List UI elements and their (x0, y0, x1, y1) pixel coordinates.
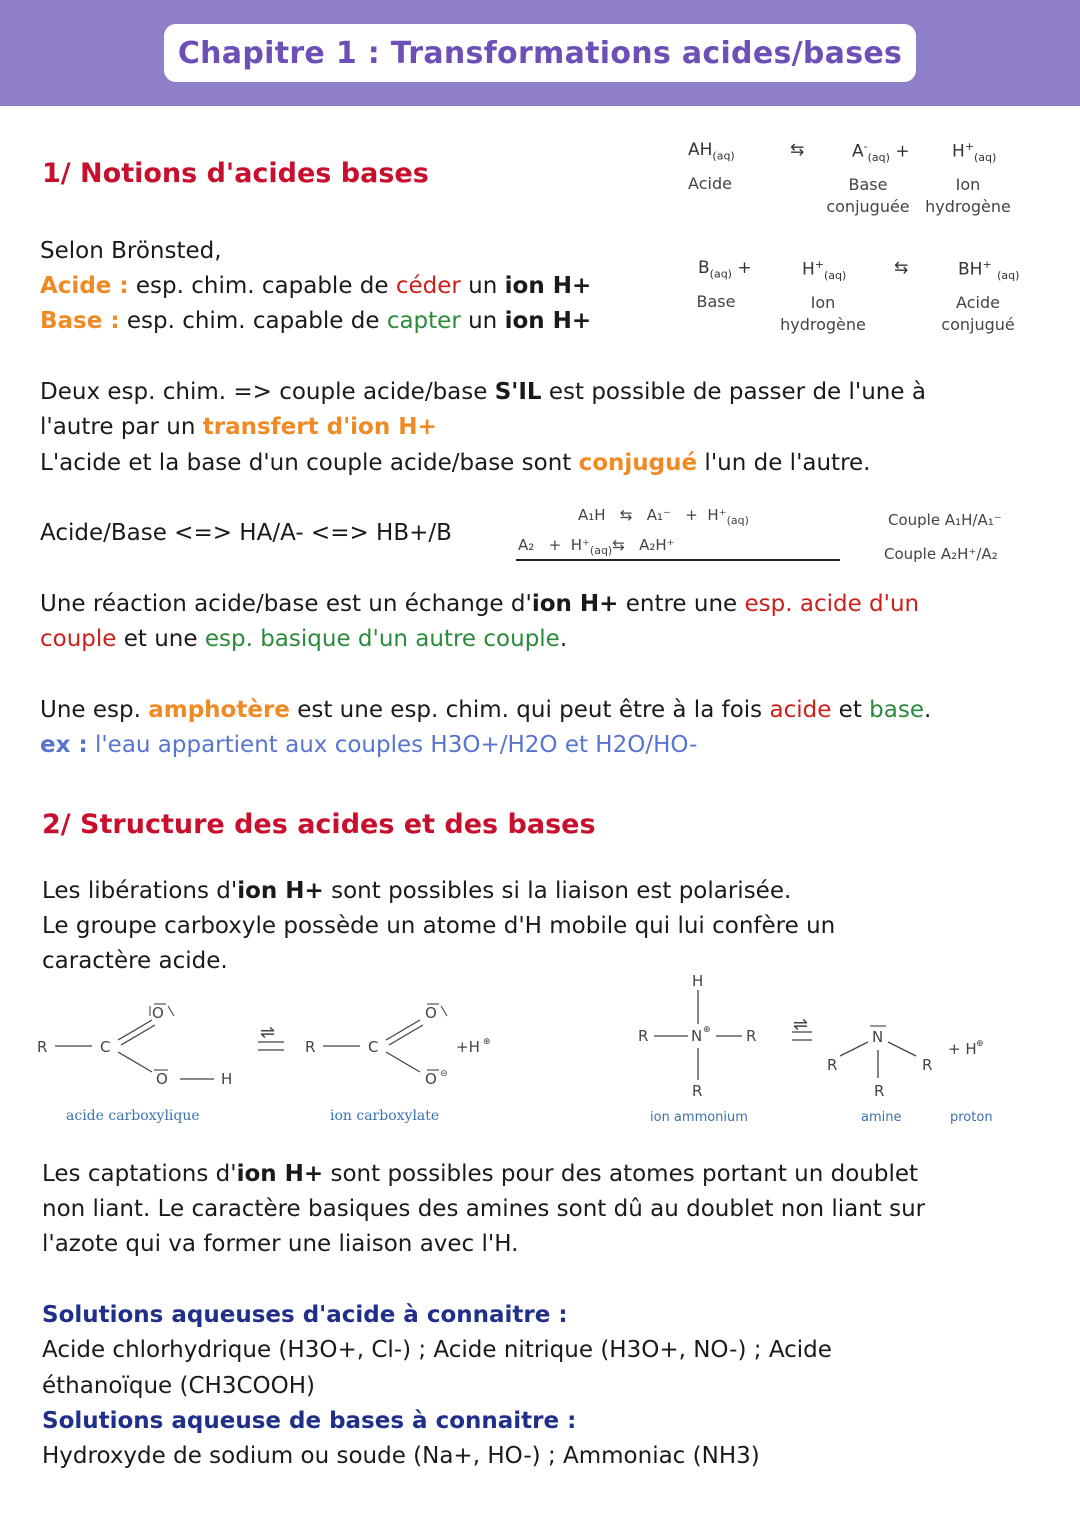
amine-r-left: R (827, 1056, 838, 1074)
captation-line-1: Les captations d'ion H+ sont possibles pour des atomes portant un doublet (42, 1161, 919, 1187)
couple2-label: Couple A₂H⁺/A₂ (884, 545, 998, 563)
caption-amine: amine (861, 1110, 902, 1125)
eq2-label-ion: Ion hydrogène (780, 293, 866, 334)
equilibrium-arrow-2: ⇌ (793, 1014, 809, 1035)
eq1-label-acide: Acide (688, 174, 732, 193)
svg-text:⊖: ⊖ (440, 1069, 448, 1079)
carboxyle-line-1: Le groupe carboxyle possède un atome d'H mobile qui lui confère un (42, 913, 836, 939)
conjugue-line: L'acide et la base d'un couple acide/base sont conjugué l'un de l'autre. (40, 450, 871, 476)
acid-oh-label: O (156, 1070, 168, 1088)
svg-text:⊕: ⊕ (703, 1025, 711, 1035)
couple-line-1: Deux esp. chim. => couple acide/base S'IL est possible de passer de l'une à (40, 379, 926, 405)
example-line: ex : l'eau appartient aux couples H3O+/H2O et H2O/HO- (40, 732, 698, 758)
ammonium-r-right: R (746, 1027, 757, 1045)
equilibrium-arrow-1: ⇌ (260, 1022, 276, 1043)
liberation-line: Les libérations d'ion H+ sont possibles si la liaison est polarisée. (42, 878, 792, 904)
carboxylate-ominus-label: O (425, 1070, 437, 1088)
couple-row1: A₁H ⇆ A₁⁻ + $H^+_{(aq)}$ (578, 506, 749, 527)
hplus-label: +H (456, 1038, 480, 1056)
carboxyle-line-2: caractère acide. (42, 948, 228, 974)
caption-proton: proton (950, 1110, 993, 1125)
bronsted-intro: Selon Brönsted, (40, 238, 222, 264)
title-box (164, 24, 916, 82)
proton-hplus-label: + H (948, 1040, 977, 1058)
acids-line-2: éthanoïque (CH3COOH) (42, 1373, 316, 1399)
captation-line-2: non liant. Le caractère basiques des amines sont dû au doublet non liant sur (42, 1196, 926, 1222)
carboxylate-c-label: C (368, 1038, 379, 1056)
couple1-label: Couple A₁H/A₁⁻ (888, 511, 1002, 529)
ammonium-h-label: H (692, 972, 704, 990)
captation-line-3: l'azote qui va former une liaison avec l'H. (42, 1231, 519, 1257)
eq2-h: $H^+_{(aq)}$ (802, 258, 847, 283)
eq2-label-base: Base (696, 292, 736, 311)
eq2-b: $B_{(aq)}$ + (698, 258, 752, 281)
eq2-label-acide: Acide conjugué (941, 293, 1015, 334)
svg-text:⊕: ⊕ (483, 1037, 491, 1047)
bases-line-1: Hydroxyde de sodium ou soude (Na+, HO-) ; Ammoniac (NH3) (42, 1443, 760, 1469)
ammonium-r-left: R (638, 1027, 649, 1045)
carboxylate-r-label: R (305, 1038, 316, 1056)
ammonium-n-label: N (691, 1027, 703, 1045)
page-title: Chapitre 1 : Transformations acides/bases (177, 35, 903, 71)
eq2-arrow: ⇆ (894, 258, 909, 278)
eq1-ah: $AH_{(aq)}$ (688, 140, 735, 163)
eq2-bh: BH+ $_{(aq)}$ (958, 258, 1020, 283)
notation-line: Acide/Base <=> HA/A- <=> HB+/B (40, 520, 452, 546)
eq1-a: $A^-_{(aq)}$ + (852, 140, 910, 165)
reaction-line-2: couple et une esp. basique d'un autre couple. (40, 626, 568, 652)
acid-h-label: H (221, 1070, 233, 1088)
ammonium-r-bottom: R (692, 1082, 703, 1100)
amine-r-right: R (922, 1056, 933, 1074)
base-definition: Base : esp. chim. capable de capter un ion H+ (40, 308, 592, 334)
bases-heading: Solutions aqueuse de bases à connaitre : (42, 1408, 577, 1434)
acid-c-label: C (100, 1038, 111, 1056)
caption-ammonium: ion ammonium (650, 1110, 748, 1125)
acid-r-label: R (37, 1038, 48, 1056)
acide-definition: Acide : esp. chim. capable de céder un ion H+ (40, 273, 592, 299)
eq1-label-ion: Ion hydrogène (925, 175, 1011, 216)
amphotere-line: Une esp. amphotère est une esp. chim. qui peut être à la fois acide et base. (40, 697, 932, 723)
couple-row2: A₂ + $H^+_{(aq)}⇆$ A₂H⁺ (518, 536, 675, 557)
carboxylate-o-label: O (425, 1004, 437, 1022)
amine-r-bottom: R (874, 1082, 885, 1100)
eq1-h: $H^+_{(aq)}$ (952, 140, 997, 165)
eq1-arrow: ⇆ (790, 140, 805, 160)
couple-line-2: l'autre par un transfert d'ion H+ (40, 414, 437, 440)
reaction-line-1: Une réaction acide/base est un échange d'ion H+ entre une esp. acide d'un (40, 591, 920, 617)
section2-heading: 2/ Structure des acides et des bases (42, 809, 596, 840)
acid-o-label: O (152, 1004, 164, 1022)
eq1-label-base: Base conjuguée (826, 175, 910, 216)
caption-acide: acide carboxylique (66, 1108, 200, 1124)
section1-heading: 1/ Notions d'acides bases (42, 158, 429, 189)
couple-underline (516, 559, 840, 561)
caption-ion: ion carboxylate (330, 1108, 440, 1124)
acids-line-1: Acide chlorhydrique (H3O+, Cl-) ; Acide nitrique (H3O+, NO-) ; Acide (42, 1337, 832, 1363)
amine-n-label: N (872, 1028, 884, 1046)
acids-heading: Solutions aqueuses d'acide à connaitre : (42, 1302, 568, 1328)
svg-text:⊕: ⊕ (976, 1039, 984, 1049)
